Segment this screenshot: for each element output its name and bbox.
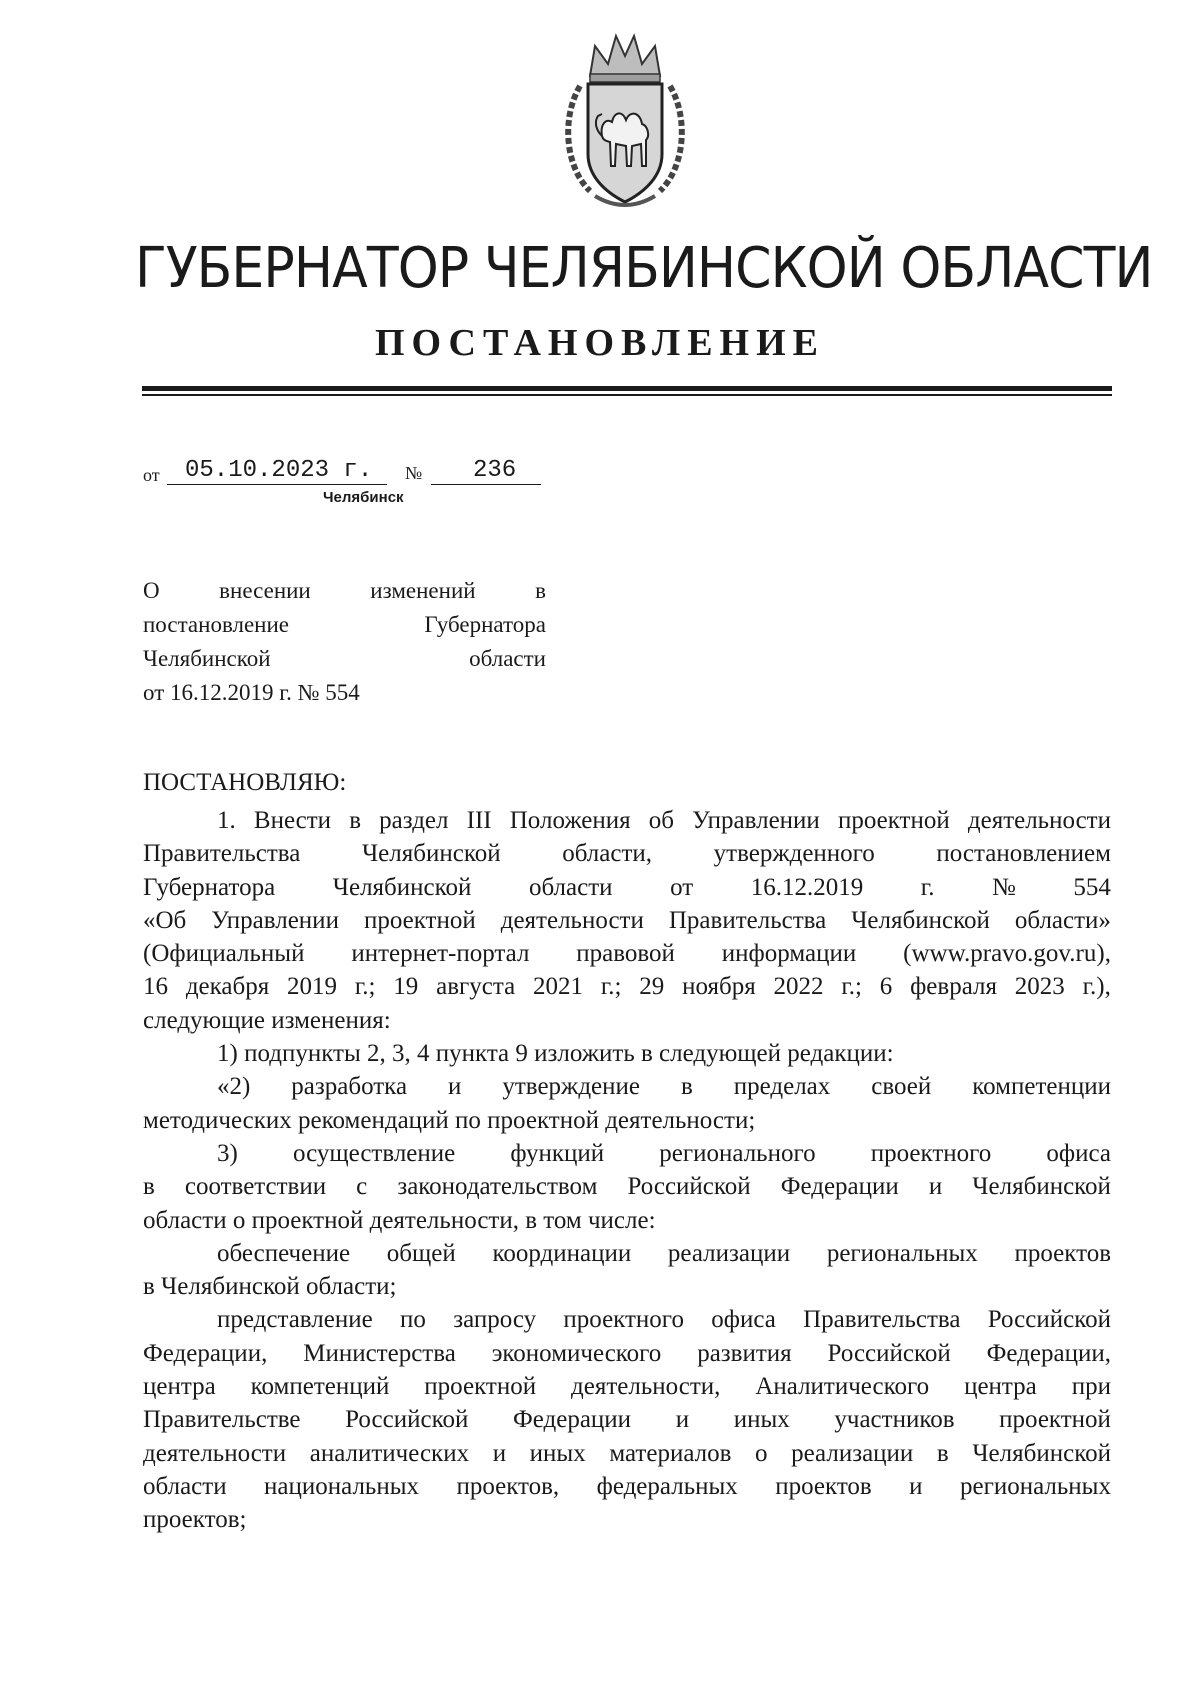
body-line: области о проектной деятельности, в том числе: bbox=[143, 1206, 656, 1234]
body-line: 16 декабря 2019 г.; 19 августа 2021 г.; 29 ноября 2022 г.; 6 февраля 2023 г.), bbox=[143, 973, 1111, 1001]
body-line: Губернатора Челябинской области от 16.12.2019 г. № 554 bbox=[143, 873, 1111, 901]
body-line: обеспечение общей координации реализации региональных проектов bbox=[217, 1239, 1111, 1267]
number-underline bbox=[431, 484, 541, 485]
document-number: 236 bbox=[473, 457, 517, 484]
document-date: 05.10.2023 г. bbox=[185, 457, 373, 484]
body-line: деятельности аналитических и иных материалов о реализации в Челябинской bbox=[143, 1439, 1111, 1467]
body-line: Федерации, Министерства экономического развития Российской Федерации, bbox=[143, 1339, 1111, 1367]
body-line: 1) подпункты 2, 3, 4 пункта 9 изложить в следующей редакции: bbox=[217, 1040, 894, 1068]
body-line: центра компетенций проектной деятельности, Аналитического центра при bbox=[143, 1373, 1111, 1401]
coat-of-arms-icon bbox=[550, 26, 700, 216]
body-line: 1. Внести в раздел III Положения об Управлении проектной деятельности bbox=[217, 807, 1111, 834]
body-line: представление по запросу проектного офиса Правительства Российской bbox=[217, 1306, 1111, 1334]
subject-line: от 16.12.2019 г. № 554 bbox=[143, 680, 360, 705]
body-line: следующие изменения: bbox=[143, 1006, 391, 1034]
subject-line: постановление Губернатора bbox=[143, 612, 546, 637]
document-subject bbox=[143, 574, 546, 710]
date-number-row bbox=[143, 457, 603, 487]
body-line: в Челябинской области; bbox=[143, 1273, 397, 1301]
body-line: (Официальный интернет-портал правовой информации (www.pravo.gov.ru), bbox=[143, 940, 1111, 968]
document-type: ПОСТАНОВЛЕНИЕ bbox=[374, 322, 826, 364]
authority-title: ГУБЕРНАТОР ЧЕЛЯБИНСКОЙ ОБЛАСТИ bbox=[135, 236, 1153, 301]
city-label: Челябинск bbox=[323, 489, 404, 506]
subject-line: О внесении изменений в bbox=[143, 578, 546, 603]
preamble: ПОСТАНОВЛЯЮ: bbox=[143, 769, 347, 796]
body-line: 3) осуществление функций регионального проектного офиса bbox=[217, 1139, 1111, 1167]
body-line: области национальных проектов, федеральных проектов и региональных bbox=[143, 1472, 1111, 1500]
body-line: в соответствии с законодательством Российской Федерации и Челябинской bbox=[143, 1173, 1111, 1201]
subject-line: Челябинской области bbox=[143, 646, 546, 671]
body-line: «2) разработка и утверждение в пределах своей компетенции bbox=[217, 1073, 1111, 1101]
document-body bbox=[143, 804, 1111, 1537]
header-rule bbox=[142, 386, 1112, 391]
body-line: методических рекомендаций по проектной деятельности; bbox=[143, 1106, 756, 1134]
header-rule-thin bbox=[142, 394, 1112, 396]
date-underline bbox=[167, 484, 387, 485]
body-line: «Об Управлении проектной деятельности Правительства Челябинской области» bbox=[143, 906, 1111, 934]
body-line: Правительстве Российской Федерации и иных участников проектной bbox=[143, 1406, 1111, 1434]
number-label: № bbox=[405, 463, 423, 483]
body-line: проектов; bbox=[143, 1506, 247, 1534]
body-line: Правительства Челябинской области, утвержденного постановлением bbox=[143, 840, 1111, 868]
from-label: от bbox=[143, 465, 160, 485]
